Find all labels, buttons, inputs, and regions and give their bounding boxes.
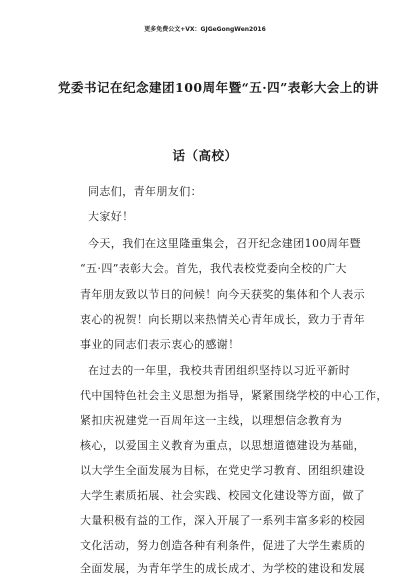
paragraph-line: 以大学生全面发展为目标，在党史学习教育、团组织建设 <box>80 464 365 477</box>
salute: 大家好！ <box>88 210 134 223</box>
greeting: 同志们，青年朋友们： <box>88 185 202 198</box>
paragraph-line: “五·四”表彰大会。首先，我代表校党委向全校的广大 <box>80 262 347 275</box>
document-title-line-2: 话（高校） <box>172 148 238 163</box>
paragraph-line: 衷心的祝贺！向长期以来热情关心青年成长，致力于青年 <box>80 313 365 326</box>
paragraph-line: 青年朋友致以节日的问候！向今天获奖的集体和个人表示 <box>80 288 365 301</box>
paragraph-line: 今天，我们在这里隆重集会，召开纪念建团100周年暨 <box>88 237 361 250</box>
paragraph-line: 代中国特色社会主义思想为指导，紧紧围绕学校的中心工作， <box>80 389 388 402</box>
paragraph-line: 事业的同志们表示衷心的感谢！ <box>80 338 240 351</box>
paragraph-line: 大学生素质拓展、社会实践、校园文化建设等方面，做了 <box>80 489 365 502</box>
paragraph-line: 在过去的一年里，我校共青团组织坚持以习近平新时 <box>88 364 351 377</box>
document-title-line-1: 党委书记在纪念建团100周年暨“五·四”表彰大会上的讲 <box>58 80 379 95</box>
paragraph-line: 紧扣庆祝建党一百周年这一主线，以理想信念教育为 <box>80 414 343 427</box>
paragraph-line: 大量积极有益的工作，深入开展了一系列丰富多彩的校园 <box>80 514 365 527</box>
header-note: 更多免费公文+VX：GJGeGongWen2016 <box>144 26 266 33</box>
paragraph-line: 文化活动，努力创造各种有利条件，促进了大学生素质的 <box>80 539 365 552</box>
paragraph-line: 核心，以爱国主义教育为重点，以思想道德建设为基础， <box>80 439 365 452</box>
paragraph-line: 全面发展，为青年学生的成长成才、为学校的建设和发展 <box>80 562 365 575</box>
